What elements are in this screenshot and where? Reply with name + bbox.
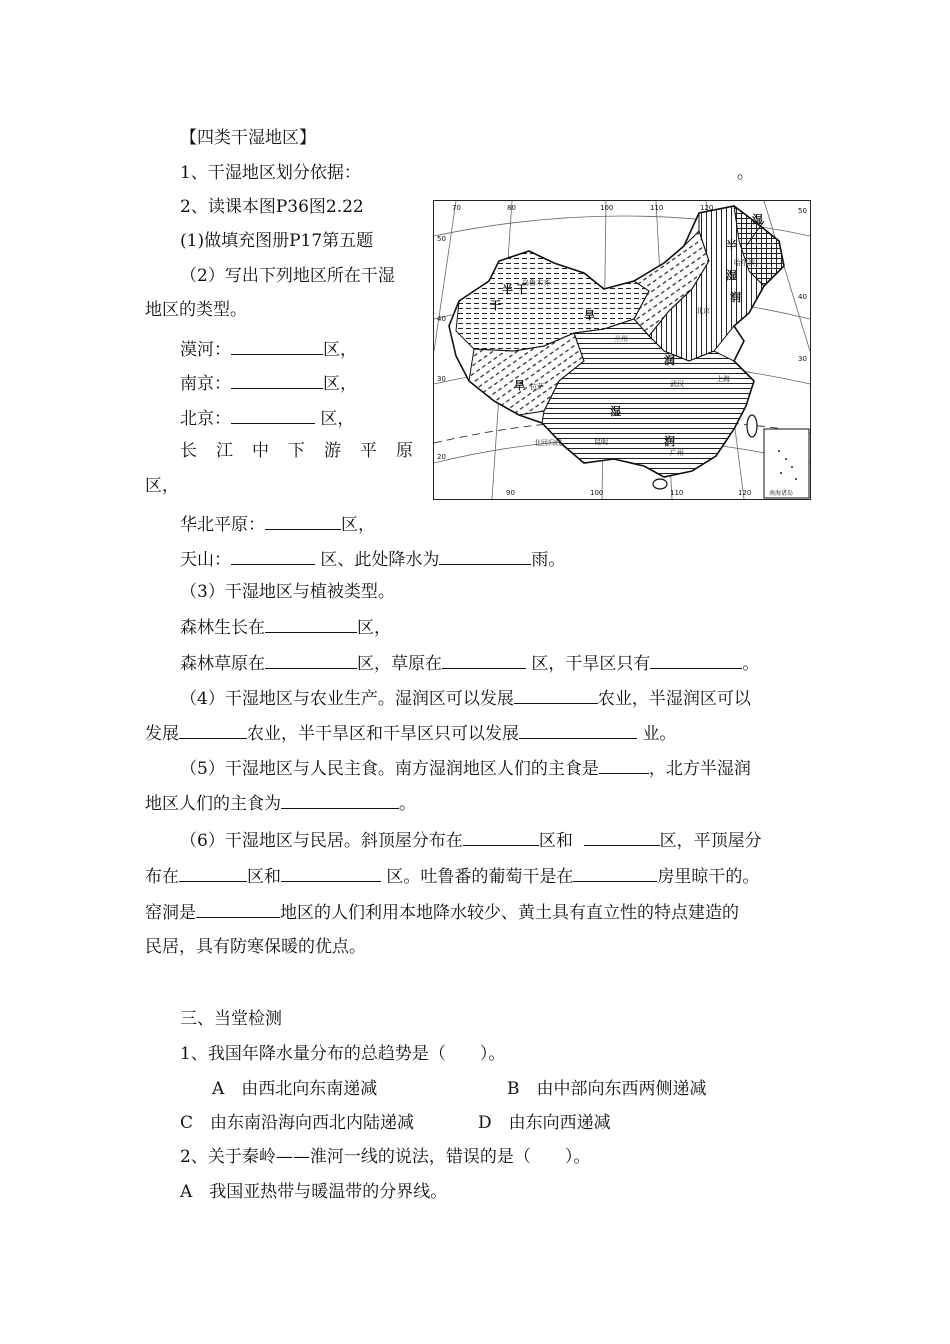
sub-question-6-cont3: 民居，具有防寒保暖的优点。 [145, 937, 366, 957]
sub-question-2-cont: 地区的类型。 [145, 300, 247, 320]
steppe-line: 森林草原在 区，草原在 区，干旱区只有 。 [180, 650, 759, 676]
lat-label: 30 [798, 355, 807, 363]
answer-blank[interactable] [573, 863, 657, 882]
zone-label: 润 [664, 354, 675, 367]
city-label: 兰州 [614, 335, 628, 343]
lon-label: 120 [700, 204, 714, 212]
city-label: 昆明 [594, 438, 608, 446]
section-3-heading: 三、当堂检测 [180, 1009, 282, 1029]
test-question-2: 2、关于秦岭——淮河一线的说法，错误的是（ ）。 [180, 1147, 591, 1167]
answer-blank[interactable] [179, 863, 247, 882]
question-2: 2、读课本图P36图2.22 [180, 197, 364, 217]
section-heading: 【四类干湿地区】 [180, 128, 316, 148]
answer-blank[interactable] [196, 899, 280, 918]
sub-question-5: （5）干湿地区与人民主食。南方湿润地区人们的主食是 ，北方半湿润 [180, 755, 751, 781]
nanjing-line: 南京： 区， [180, 370, 357, 396]
tropic-label: 北回归线 [534, 439, 562, 447]
city-label: 上海 [716, 375, 730, 383]
mohe-line: 漠河： 区， [180, 336, 357, 362]
city-label: 北京 [696, 307, 710, 315]
answer-blank[interactable] [281, 790, 399, 809]
lat-label: 30 [437, 375, 446, 383]
question-1-end: 。 [737, 163, 754, 183]
lon-label: 70 [452, 204, 461, 212]
answer-blank[interactable] [231, 370, 323, 389]
zone-label: 半 [726, 239, 737, 252]
lon-label: 110 [670, 489, 684, 497]
answer-blank[interactable] [584, 827, 660, 846]
lon-label: 110 [650, 204, 664, 212]
map-graphic [434, 201, 810, 499]
inset-label: 南海诸岛 [769, 490, 794, 497]
zone-label: 干 [490, 299, 501, 312]
lat-label: 50 [437, 235, 446, 243]
answer-blank[interactable] [514, 685, 598, 704]
forest-line: 森林生长在 区， [180, 614, 391, 640]
city-label: 广州 [670, 449, 684, 457]
lon-label: 100 [590, 489, 604, 497]
huabei-line: 华北平原： 区， [180, 511, 375, 537]
zone-label: 润 [730, 291, 741, 304]
answer-blank[interactable] [439, 546, 531, 565]
lat-label: 40 [798, 293, 807, 301]
sub-question-6-cont: 布在 区和 区。吐鲁番的葡萄干是在 房里晾干的。 [145, 863, 759, 889]
sub-question-2: （2）写出下列地区所在干湿 [180, 266, 395, 286]
test1-option-c[interactable]: C 由东南沿海向西北内陆递减 [180, 1113, 415, 1133]
lon-label: 80 [507, 204, 516, 212]
city-label: 武汉 [670, 380, 684, 388]
sub-question-4-cont: 发展 农业，半干旱区和干旱区只可以发展 业。 [145, 720, 676, 746]
zone-label: 旱 [514, 379, 525, 392]
city-label: 乌鲁木齐 [522, 279, 550, 287]
test1-option-d[interactable]: D 由东向西递减 [478, 1113, 611, 1133]
city-label: 拉萨 [530, 383, 544, 391]
taiwan-island [747, 415, 757, 437]
question-1: 1、干湿地区划分依据： [180, 163, 361, 183]
answer-blank[interactable] [231, 336, 323, 355]
answer-blank[interactable] [231, 405, 315, 424]
lon-label: 90 [506, 489, 515, 497]
answer-blank[interactable] [463, 827, 539, 846]
answer-blank[interactable] [265, 650, 357, 669]
beijing-line: 北京： 区， [180, 405, 354, 431]
answer-blank[interactable] [265, 614, 357, 633]
zone-label: 干 [516, 283, 527, 296]
lon-label: 120 [738, 489, 752, 497]
test2-option-a[interactable]: A 我国亚热带与暖温带的分界线。 [180, 1182, 448, 1202]
test1-option-a[interactable]: A 由西北向东南递减 [212, 1079, 378, 1099]
answer-blank[interactable] [599, 755, 649, 774]
sub-question-6-cont2: 窑洞是 地区的人们利用本地降水较少、黄土具有直立性的特点建造的 [145, 899, 739, 925]
sub-question-5-cont: 地区人们的主食为 。 [145, 790, 416, 816]
china-dry-wet-map [433, 200, 811, 500]
zone-label: 润 [664, 435, 675, 448]
zone-label: 湿 [726, 269, 737, 282]
sub-question-1: (1)做填充图册P17第五题 [180, 231, 374, 251]
changjiang-tail: 区， [145, 476, 179, 496]
test1-option-b[interactable]: B 由中部向东西两侧递减 [507, 1079, 707, 1099]
zone-label: 半 [502, 283, 513, 296]
lat-label: 40 [437, 315, 446, 323]
zone-label: 湿 [610, 405, 621, 418]
sub-question-6: （6）干湿地区与民居。斜顶屋分布在 区和 区，平顶屋分 [180, 827, 762, 853]
sub-question-3: （3）干湿地区与植被类型。 [180, 582, 395, 602]
zone-label: 湿 [752, 213, 763, 226]
answer-blank[interactable] [281, 863, 381, 882]
zone-label: 旱 [584, 309, 595, 322]
sub-question-4: （4）干湿地区与农业生产。湿润区可以发展 农业，半湿润区可以 [180, 685, 751, 711]
answer-blank[interactable] [519, 720, 637, 739]
lat-label: 20 [437, 453, 446, 461]
hainan-island [653, 479, 667, 489]
answer-blank[interactable] [650, 650, 742, 669]
lon-label: 100 [600, 204, 614, 212]
changjiang-line: 长 江 中 下 游 平 原 [180, 441, 413, 461]
answer-blank[interactable] [231, 546, 315, 565]
inset-frame [764, 429, 809, 498]
answer-blank[interactable] [442, 650, 526, 669]
answer-blank[interactable] [265, 511, 341, 530]
answer-blank[interactable] [179, 720, 247, 739]
city-label: 哈尔滨 [734, 259, 755, 267]
tianshan-line: 天山： 区、此处降水为 雨。 [180, 546, 565, 572]
lat-label: 50 [798, 207, 807, 215]
test-question-1: 1、我国年降水量分布的总趋势是（ ）。 [180, 1044, 506, 1064]
